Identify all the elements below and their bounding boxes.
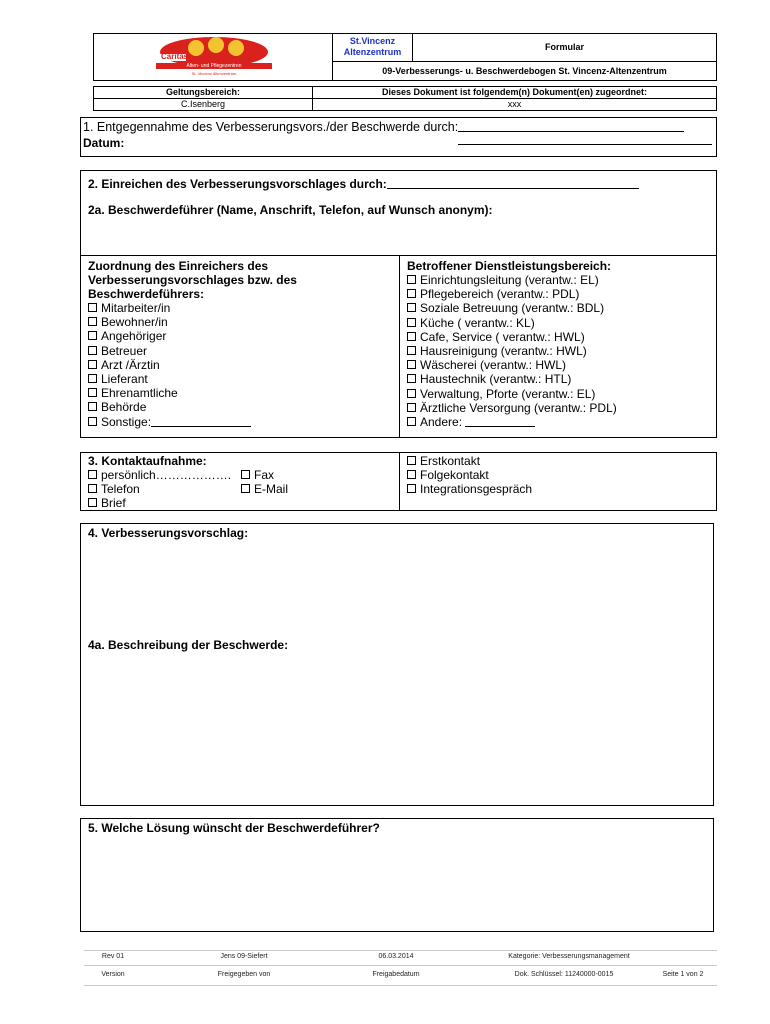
footer-author: Jens 09-Siefert xyxy=(220,953,268,960)
checkbox[interactable] xyxy=(407,318,416,327)
submitter-heading: Zuordnung des Einreichers des Verbesserungsvorschlages bzw. des Beschwerdeführers: xyxy=(88,259,297,302)
complainant-field[interactable] xyxy=(88,221,708,253)
option-caregiver[interactable]: Betreuer xyxy=(88,344,251,358)
checkbox[interactable] xyxy=(88,360,97,369)
checkbox[interactable] xyxy=(88,317,97,326)
option-other-service[interactable]: Andere: xyxy=(407,415,617,429)
assigned-value: xxx xyxy=(312,98,717,111)
option-kitchen[interactable]: Küche ( verantw.: KL) xyxy=(407,316,617,330)
org-name-line1: St.Vincenz xyxy=(349,36,396,46)
option-first-contact[interactable]: Erstkontakt xyxy=(407,454,532,468)
checkbox[interactable] xyxy=(88,303,97,312)
footer-doc-key: Dok. Schlüssel: 11240000-0015 xyxy=(514,971,614,978)
footer-mid-rule xyxy=(84,965,717,966)
checkbox[interactable] xyxy=(407,389,416,398)
submission-label: 2. Einreichen des Verbesserungsvorschlages durch: xyxy=(88,177,387,191)
suggestion-label: 4. Verbesserungsvorschlag: xyxy=(88,526,249,540)
option-medical[interactable]: Ärztliche Versorgung (verantw.: PDL) xyxy=(407,401,617,415)
checkbox[interactable] xyxy=(88,331,97,340)
receipt-field[interactable] xyxy=(458,120,684,132)
option-fax[interactable]: Fax xyxy=(241,468,274,482)
checkbox[interactable] xyxy=(407,303,416,312)
option-cleaning[interactable]: Hausreinigung (verantw.: HWL) xyxy=(407,344,617,358)
logo-text-caritas: Caritas xyxy=(161,52,189,61)
date-field[interactable] xyxy=(458,134,712,145)
form-title: 09-Verbesserungs- u. Beschwerdebogen St. Vincenz-Altenzentrum xyxy=(332,61,717,81)
footer xyxy=(84,950,717,986)
checkbox[interactable] xyxy=(407,275,416,284)
option-resident[interactable]: Bewohner/in xyxy=(88,315,251,329)
suggestion-field[interactable] xyxy=(88,544,706,634)
caritas-logo xyxy=(156,36,272,78)
option-authority[interactable]: Behörde xyxy=(88,400,251,414)
checkbox[interactable] xyxy=(88,346,97,355)
assigned-label: Dieses Dokument ist folgendem(n) Dokument(en) zugeordnet: xyxy=(312,86,717,99)
checkbox[interactable] xyxy=(88,402,97,411)
option-doctor[interactable]: Arzt /Ärztin xyxy=(88,358,251,372)
checkbox[interactable] xyxy=(407,403,416,412)
checkbox[interactable] xyxy=(241,470,250,479)
option-email[interactable]: E-Mail xyxy=(241,482,288,496)
receipt-label: 1. Entgegennahme des Verbesserungsvors./der Beschwerde durch: xyxy=(83,120,459,134)
checkbox[interactable] xyxy=(407,346,416,355)
option-other[interactable]: Sonstige: xyxy=(88,415,251,429)
other-field[interactable] xyxy=(151,415,251,427)
option-technical[interactable]: Haustechnik (verantw.: HTL) xyxy=(407,372,617,386)
org-name-line2: Altenzentrum xyxy=(343,47,402,57)
service-area-box xyxy=(399,255,717,438)
complaint-description-label: 4a. Beschreibung der Beschwerde: xyxy=(88,638,289,652)
date-label: Datum: xyxy=(83,136,125,150)
checkbox[interactable] xyxy=(88,417,97,426)
checkbox[interactable] xyxy=(407,332,416,341)
option-cafe[interactable]: Cafe, Service ( verantw.: HWL) xyxy=(407,330,617,344)
logo-text-place: St. Vincenz Altenzentrum xyxy=(191,71,237,76)
service-heading: Betroffener Dienstleistungsbereich: xyxy=(407,259,612,273)
checkbox[interactable] xyxy=(407,470,416,479)
submitter-assignment-box xyxy=(80,255,400,438)
contact-box xyxy=(80,452,400,511)
complaint-description-field[interactable] xyxy=(88,656,706,801)
footer-rev: Rev 01 xyxy=(101,953,125,960)
option-laundry[interactable]: Wäscherei (verantw.: HWL) xyxy=(407,358,617,372)
footer-released-by-label: Freigegeben von xyxy=(217,971,271,978)
option-nursing[interactable]: Pflegebereich (verantw.: PDL) xyxy=(407,287,617,301)
header-logo-cell xyxy=(93,33,333,81)
option-employee[interactable]: Mitarbeiter/in xyxy=(88,301,251,315)
option-social-care[interactable]: Soziale Betreuung (verantw.: BDL) xyxy=(407,301,617,315)
scope-label: Geltungsbereich: xyxy=(93,86,313,99)
checkbox[interactable] xyxy=(88,374,97,383)
section-2 xyxy=(80,170,717,256)
footer-release-date-label: Freigabedatum xyxy=(372,971,420,978)
option-integration[interactable]: Integrationsgespräch xyxy=(407,482,532,496)
option-phone[interactable]: Telefon xyxy=(88,482,140,496)
footer-category: Kategorie: Verbesserungsmanagement xyxy=(508,953,630,960)
service-options xyxy=(407,273,617,429)
checkbox[interactable] xyxy=(407,374,416,383)
solution-field[interactable] xyxy=(88,839,706,927)
scope-value: C.Isenberg xyxy=(93,98,313,111)
checkbox[interactable] xyxy=(407,360,416,369)
footer-top-rule xyxy=(84,950,717,951)
checkbox[interactable] xyxy=(407,417,416,426)
footer-version-label: Version xyxy=(101,971,125,978)
contact-type-box xyxy=(399,452,717,511)
option-follow-up[interactable]: Folgekontakt xyxy=(407,468,532,482)
option-administration[interactable]: Verwaltung, Pforte (verantw.: EL) xyxy=(407,387,617,401)
section-4 xyxy=(80,523,714,806)
complainant-label: 2a. Beschwerdeführer (Name, Anschrift, Telefon, auf Wunsch anonym): xyxy=(88,203,493,217)
contact-label: 3. Kontaktaufnahme: xyxy=(88,454,207,468)
option-relative[interactable]: Angehöriger xyxy=(88,329,251,343)
footer-bottom-rule xyxy=(84,985,717,986)
submitter-options xyxy=(88,301,251,429)
submission-field[interactable] xyxy=(387,177,639,189)
checkbox[interactable] xyxy=(407,456,416,465)
footer-date: 06.03.2014 xyxy=(378,953,414,960)
option-supplier[interactable]: Lieferant xyxy=(88,372,251,386)
section-1 xyxy=(80,117,717,157)
section-5 xyxy=(80,818,714,932)
solution-label: 5. Welche Lösung wünscht der Beschwerdeführer? xyxy=(88,821,380,835)
checkbox[interactable] xyxy=(407,289,416,298)
checkbox[interactable] xyxy=(407,484,416,493)
checkbox[interactable] xyxy=(88,470,97,479)
checkbox[interactable] xyxy=(88,388,97,397)
option-management[interactable]: Einrichtungsleitung (verantw.: EL) xyxy=(407,273,617,287)
form-type: Formular xyxy=(412,33,717,62)
option-letter[interactable]: Brief xyxy=(88,496,126,510)
checkbox[interactable] xyxy=(88,484,97,493)
other-service-field[interactable] xyxy=(465,415,535,427)
checkbox[interactable] xyxy=(88,498,97,507)
logo-text-subtitle: Alten- und Pflegezentren xyxy=(156,63,272,69)
header-org-cell xyxy=(332,33,413,62)
option-volunteer[interactable]: Ehrenamtliche xyxy=(88,386,251,400)
option-personal[interactable]: persönlich………………. xyxy=(88,468,231,482)
footer-page: Seite 1 von 2 xyxy=(662,971,704,978)
checkbox[interactable] xyxy=(241,484,250,493)
